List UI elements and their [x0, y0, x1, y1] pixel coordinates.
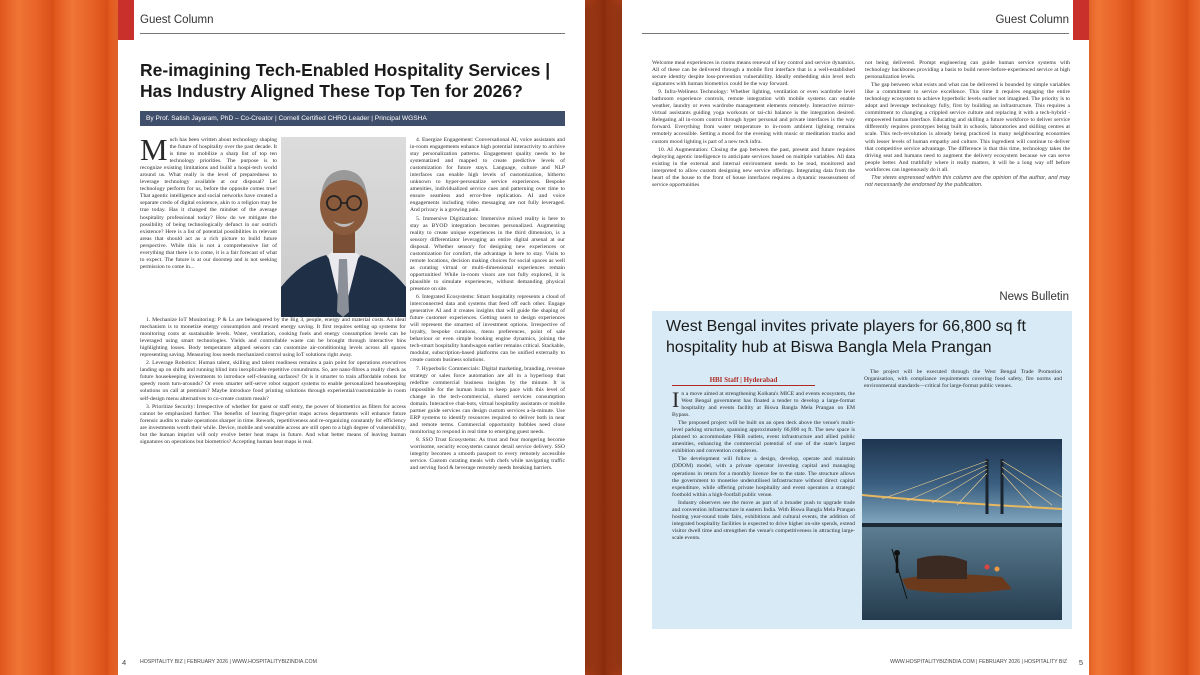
news-para-4: Industry observers see the move as part of a broader push to upgrade trade and convention infrastructure in eastern India. With Biswa Bangla Mela Prangan hosting year-round trade fairs, exhibitions and cultural events, the addition of integrated hospitality facilities is expected to drive higher on-site spends, extend visitor dwell time and strengthen the venue's competitiveness in attracting large-scale events.: [672, 499, 855, 541]
point-3: 3. Prioritize Security: Irrespective of whether for guest or staff entry, the power of biometrics as filters for access cannot be emphasized further. The benefits of leaving finger-print maps across departments will enhance future forensic audits to make operations sharper in time. Rework, repetitiveness and re-organizing constantly for efficiency are investments worth their while. Device, mobile and wearable access are still open to a high degree of vulnerability, but the human imprint will only evolve better heat maps in future. And what better means of leaving human signatures on operations but biometrics? Accepting human heat maps is real.: [140, 403, 406, 445]
bridge-photo: [862, 439, 1062, 620]
point-10: 10. AI Augmentation: Closing the gap between the past, present and future requires deploying agentic intelligence to anticipate services based on multiple variables. All data existing in the external and internal environment needs to be read, monitored and interpreted to allow custom designing new service offerings. Integrating data from the heart of the house to the front of house interfaces requires a dynamic reassessment of service opportunities: [652, 146, 855, 188]
intro-column: [140, 137, 277, 314]
news-column-2: [864, 369, 1062, 435]
drop-cap: M: [140, 137, 168, 167]
news-column-1: [672, 391, 855, 623]
author-photo: [281, 137, 406, 317]
section-label: Guest Column: [995, 14, 1069, 26]
point-2: 2. Leverage Robotics: Human talent, skilling and talent readiness remains a pain point for operations executives landing up on shifts and running blind into inexplicable repetitive conundrums. So, are nano-fibres a reality check as future housekeeping investments to introduce self-cleaning surfaces? Or is it smarter to train affordable robots for speedy room turn-arounds? Or even smarter self-serve robot support systems to enable personalized housekeeping solutions on call at premium? Maybe introduce food printing solutions through experiential/customizable in room self-design menu alternatives to co-create custom meals?: [140, 360, 406, 402]
intro-text: uch has been written about technology shaping the future of hospitality over the past decade. It is time to mobilize a sharp list of top ten technology priorities. The purpose is to recognize existing limitations and build a hospi-tech world around us. What really is the level of preparedness to leverage technology available at our disposal? Let technology perform for us, before the opposite comes true! That agentic intelligence and social networks have created a separate credo of digital existence, akin to a religion may be true today. Has it changed the mindset of the average hospitality professional today? How do we mitigate the possibility of being technologically defunct in our ostrich existence? Here is a list of potential possibilities in relevant areas that should act as a rich picture to build future perspective. While this is not a comprehensive list of everything that there is to come, it is a fair forecast of what to expect. The future is at our doorstep and is not seeking permission to come in...: [140, 137, 277, 270]
left-page: [118, 0, 585, 675]
page-footer: HOSPITALITY BIZ | FEBRUARY 2026 | WWW.HOSPITALITYBIZINDIA.COM: [140, 659, 317, 665]
article-headline: Re-imagining Tech-Enabled Hospitality Services | Has Industry Aligned These Top Ten for 2026?: [140, 60, 551, 101]
page-footer: WWW.HOSPITALITYBIZINDIA.COM | FEBRUARY 2026 | HOSPITALITY BIZ: [890, 659, 1067, 665]
point-6: 6. Integrated Ecosystems: Smart hospitality represents a cloud of interconnected data and systems that feed off each other. Engage generative AI and it creates insights that will guide the shaping of future customer experiences. Getting users to design experiences will represent the smartest of investment options. Irrespective of loyalty, bespoke curations, menu preferences, point of sale behaviour or even simple booking engine dynamics, joining the tech-smart hospitality bandwagon earlier remains critical. Stackable, modular, subscription-based platforms can be unified externally to create custom business solutions.: [410, 294, 565, 364]
right-page: [622, 0, 1089, 675]
body-column-right: [410, 137, 565, 645]
news-bulletin-box: [652, 311, 1072, 629]
news-para-5: The project will be executed through the West Bengal Trade Promotion Organisation, with compliance requirements covering food safety, fire norms and environmental standards—critical for large-format public venues.: [864, 369, 1062, 390]
header-rule: [140, 33, 565, 34]
header-rule: [642, 33, 1069, 34]
disclaimer: The views expressed within this column are the opinion of the author, and may not necessarily be endorsed by the publication.: [865, 174, 1070, 188]
point-5: 5. Immersive Digitization: Immersive mixed reality is here to stay as BYOD integration becomes personalized. Augmenting reality to create unique experiences in the third dimension, is a sensory differentiator leveraging an entire digital arsenal at our disposal. Whether sensory for designing new experiences or customization for comfort, the advantage is here to stay. Visits to remote locations, decision making choices for social spaces as well as curating virtual or multi-dimensional experiences remain opportunities! While in-room visors are not fully explored, it is plausible to simulate experiences, without demanding physical presence on site.: [410, 215, 565, 292]
point-9: 9. Infra-Wellness Technology: Whether lighting, ventilation or even wardrobe level bathroom experience controls, remote integration with mobile systems can enable weather, laundry or even wardrobe management elements remotely. Interactive mirror-virtual assistants guiding yoga workouts or tai-chi balance is the integration desired. Relegating all in-room control through hyper personal and private interfaces is the way forward. Everything from water temperature to in-room ambient lighting remains remotely accessible. Setting a mood for the evening with music or meditation tracks and custom mood lighting is part of a new tech infra.: [652, 89, 855, 145]
spine-shadow: [585, 0, 622, 675]
body-column-left: [140, 317, 406, 645]
news-para-1: n a move aimed at strengthening Kolkata's MICE and events ecosystem, the West Bengal government has floated a tender to develop a large-format hospitality and events facility at Biswa Bangla Mela Prangan on EM Bypass.: [672, 391, 855, 419]
closing-text: not being delivered. Prompt engineering can guide human service systems with technology backbones providing a basis to build never-before-experienced service at high personalization levels.: [865, 60, 1070, 81]
news-byline: HBI Staff | Hyderabad: [672, 376, 815, 386]
news-drop-cap: I: [672, 391, 680, 412]
point-8: 8. SSO Trust Ecosystems: As trust and fear mongering become worrisome, security ecosystems cannot derail service delivery. SSO integrity becomes a smooth passport to every remotely accessible service. Custom curating meals with chefs while navigating traffic and serving food & beverage remotely needs breaking barriers.: [410, 436, 565, 472]
continued-column-1: [652, 60, 855, 275]
page-number: 4: [122, 658, 127, 667]
page-number: 5: [1078, 658, 1083, 667]
continued-column-2: [865, 60, 1070, 275]
accent-tab: [1073, 0, 1089, 40]
news-para-2: The proposed project will be built on an open deck above the venue's multi-level parking structure, spanning approximately 66,800 sq ft. The new space is planned to accommodate F&B outlets, event infrastructure and allied public amenities, enhancing the commercial potential of one of the state's largest exhibition and convention complexes.: [672, 420, 855, 455]
point-1: 1. Mechanize IoT Monitoring: P & Ls are beleaguered by the Big 3, people, energy and material costs. An ideal mechanism is to monetize energy consumption and reward energy saving. It first requires setting up systems for monitoring costs at sustainable levels. Water, ventilation, cooking fuels and energy consumption levels can be leveraged using smart technologies. Yields and controllable waste can be brought through interactive bins highlighting losses. Body temperature aligned sensors can customize air-conditioning levels across all spaces representing saving. Measuring loss needs mechanized control using IoT solutions right away.: [140, 317, 406, 359]
closing-paragraph: The gap between what exists and what can be delivered is bounded by simple variables like a commitment to service excellence. This time it requires engaging the entire technology ecosystem to achieve hyperbolic levels earlier not imagined. The priority is to adopt and leverage technology fully, first by building an infrastructure. This requires a commitment to changing a crippled service culture and replacing it with a tech-hybrid - empowered human interface. Educating and skilling a future workforce to deliver service differently requires prototypes being built in schools, laboratories and skilling centres at scale. This tech-revolution is already being practiced in many neighbouring economies with lesser levels of human empathy and culture. This ingredient will continue to deliver that competitive service advantage. The difference is that this time, technology takes the driving seat and humans need to augment the delivery ecosystem because we can serve people better. And truthfully where it really matters, it will be a long way off before workforces can ingenuously do it all.: [865, 82, 1070, 173]
news-headline: West Bengal invites private players for 66,800 sq ft hospitality hub at Biswa Bangla Mela Prangan: [666, 318, 1026, 356]
accent-tab: [118, 0, 134, 40]
news-para-3: The development will follow a design, develop, operate and maintain (DDOM) model, with a private operator investing capital and managing operations in return for a monthly licence fee to the state. The structure allows the government to monetise underutilised infrastructure without direct capital expenditure, while offering private hospitality and event operators a strategic foothold within a high-footfall public venue.: [672, 456, 855, 498]
section-label: Guest Column: [140, 14, 214, 26]
news-bulletin-label: News Bulletin: [999, 291, 1069, 303]
point-7: 7. Hyperbolic Commercials: Digital marketing, branding, revenue strategy or sales force automation are all in a hyperloop that redefine commercial business insights by the minute. It is impossible for the human brain to keep pace with this level of change in the tech-commercial, shared services consumption domain. Interactive chat-bots, virtual hospitality assistants or mobile partner guide services can design custom services a-la-minute. Use ERP systems to identify resources required to deliver both in near and remote terms. Commercial opportunity bubbles need close monitoring to respond in real time to emerging guest needs.: [410, 365, 565, 435]
author-byline: By Prof. Satish Jayaram, PhD – Co-Creator | Cornell Certified CHRO Leader | Principal WGSHA: [140, 111, 565, 126]
point-4: 4. Energize Engagement: Conversational AI, voice assistants and in-room engagements enhance high potential interactivity to archive stay personalization patterns. Engagement quality needs to be systematized and mapped to create predictive levels of customization for future stays. Language, culture and NLP interfaces can enable high levels of customization, hitherto unknown to hyper-personalize service experiences. Bespoke amenities, individualized service cues and patterning over time to ensure seamless and error-free replication. AI and voice engagements including video messaging are not fully leveraged. And privacy is a growing pain.: [410, 137, 565, 214]
continued-text: Welcome meal experiences in rooms means renewal of key control and service dynamics. All of these can be delivered through a mobile first interface that is a well-established secure identity despite loss-prevention vulnerability. Ideally embedding skin level tech signatures with human biometrics could be the way forward.: [652, 60, 855, 88]
